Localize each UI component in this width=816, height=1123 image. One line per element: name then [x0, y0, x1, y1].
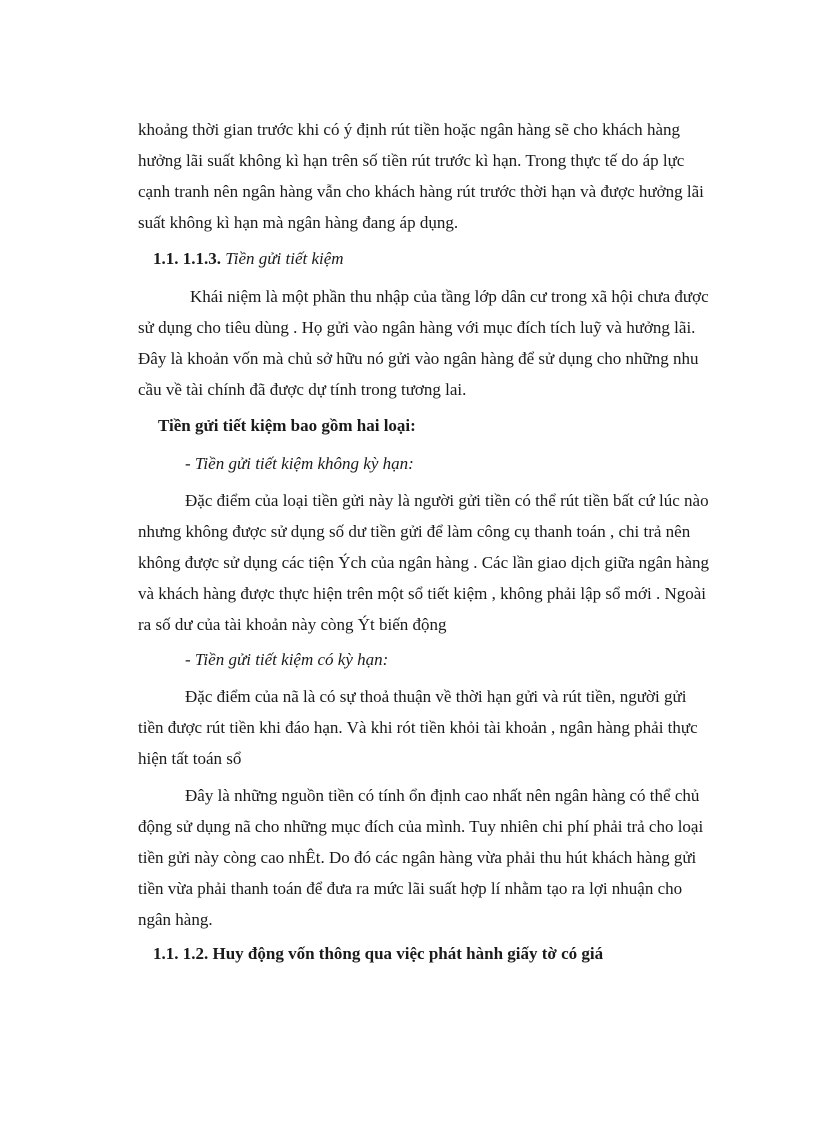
paragraph-line: tiền được rút tiền khi đáo hạn. Và khi rót tiền khỏi tài khoản , ngân hàng phải thực	[138, 718, 698, 737]
paragraph-line: nhưng không được sử dụng số dư tiền gửi để làm công cụ thanh toán , chi trả nên	[138, 522, 691, 541]
paragraph-line: và khách hàng được thực hiện trên một sổ tiết kiệm , không phải lập sổ mới . Ngoài	[138, 584, 707, 603]
paragraph-line: Khái niệm là một phần thu nhập của tầng lớp dân cư trong xã hội chưa được	[190, 287, 709, 306]
paragraph-line: ra số dư của tài khoản này còng Ýt biến động	[138, 615, 447, 634]
paragraph-line: hưởng lãi suất không kì hạn trên số tiền rút trước kì hạn. Trong thực tế do áp lực	[138, 151, 685, 170]
paragraph-line: suất không kì hạn mà ngân hàng đang áp dụng.	[138, 213, 459, 232]
item-heading: - Tiền gửi tiết kiệm có kỳ hạn:	[185, 650, 389, 669]
paragraph-line: khoảng thời gian trước khi có ý định rút tiền hoặc ngân hàng sẽ cho khách hàng	[138, 120, 680, 139]
section-heading	[153, 249, 344, 269]
paragraph-line: sử dụng cho tiêu dùng . Họ gửi vào ngân hàng với mục đích tích luỹ và hưởng lãi.	[138, 318, 696, 337]
section-number: 1.1. 1.1.3.	[153, 249, 226, 268]
paragraph-line: cạnh tranh nên ngân hàng vẫn cho khách hàng rút trước thời hạn và được hưởng lãi	[138, 182, 704, 201]
paragraph-line: Đây là những nguồn tiền có tính ổn định cao nhất nên ngân hàng có thể chủ	[185, 786, 700, 805]
section-heading: 1.1. 1.2. Huy động vốn thông qua việc phát hành giấy tờ có giá	[153, 944, 604, 963]
subsection-heading: Tiền gửi tiết kiệm bao gồm hai loại:	[158, 416, 416, 435]
paragraph-line: Đặc điểm của loại tiền gửi này là người gửi tiền có thể rút tiền bất cứ lúc nào	[185, 491, 709, 510]
paragraph-line: cầu về tài chính đã được dự tính trong tương lai.	[138, 380, 467, 399]
paragraph-line: tiền gửi này còng cao nhÊt. Do đó các ngân hàng vừa phải thu hút khách hàng gửi	[138, 848, 697, 867]
paragraph-line: hiện tất toán sổ	[138, 749, 242, 768]
section-title: Tiền gửi tiết kiệm	[225, 249, 344, 268]
paragraph-line: không được sử dụng các tiện Ých của ngân hàng . Các lần giao dịch giữa ngân hàng	[138, 553, 710, 572]
paragraph-line: ngân hàng.	[138, 910, 213, 929]
paragraph-line: Đây là khoản vốn mà chủ sở hữu nó gửi vào ngân hàng để sử dụng cho những nhu	[138, 349, 699, 368]
item-heading: - Tiền gửi tiết kiệm không kỳ hạn:	[185, 454, 414, 473]
paragraph-line: Đặc điểm của nã là có sự thoả thuận về thời hạn gửi và rút tiền, người gửi	[185, 687, 687, 706]
paragraph-line: tiền vừa phải thanh toán để đưa ra mức lãi suất hợp lí nhằm tạo ra lợi nhuận cho	[138, 879, 683, 898]
paragraph-line: động sử dụng nã cho những mục đích của mình. Tuy nhiên chi phí phải trả cho loại	[138, 817, 704, 836]
